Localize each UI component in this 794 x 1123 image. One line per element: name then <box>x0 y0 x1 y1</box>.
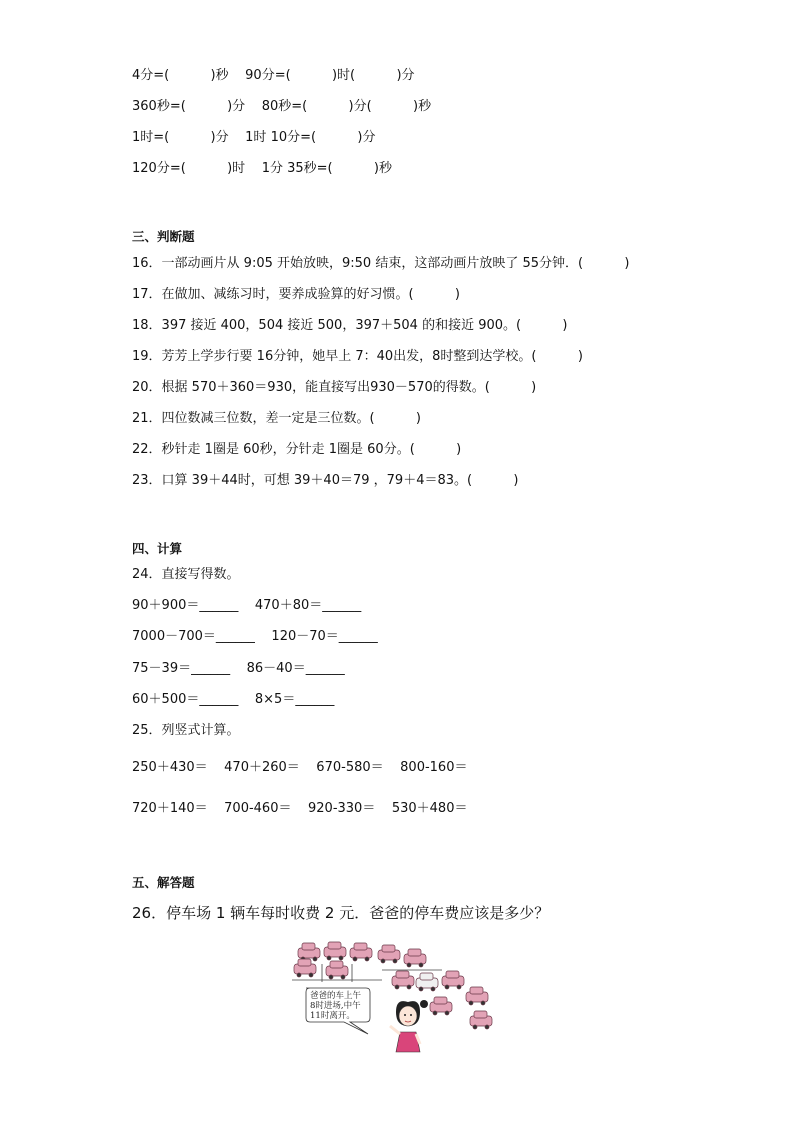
question-18: 18．397 接近 400，504 接近 500，397＋504 的和接近 900。( ) <box>132 318 568 333</box>
direct-calc-line-1: 90＋900＝______ 470＋80＝______ <box>132 598 362 613</box>
question-23: 23．口算 39＋44时，可想 39＋40＝79 ，79＋4＝83。( ) <box>132 473 519 488</box>
speech-bubble <box>306 988 370 1034</box>
car-icon <box>326 961 348 979</box>
question-24: 24．直接写得数。 <box>132 567 240 582</box>
question-26: 26．停车场 1 辆车每时收费 2 元．爸爸的停车费应该是多少？ <box>132 904 550 922</box>
girl-figure <box>390 1000 428 1052</box>
car-icon <box>378 945 400 963</box>
car-icon <box>404 949 426 967</box>
car-icon <box>324 942 346 960</box>
car-icon <box>430 997 452 1015</box>
car-icon <box>416 973 438 991</box>
vertical-calc-line-2: 720＋140＝ 700-460＝ 920-330＝ 530＋480＝ <box>132 801 468 816</box>
car-icon <box>298 943 320 961</box>
car-icon <box>470 1011 492 1029</box>
car-icon <box>466 987 488 1005</box>
direct-calc-line-2: 7000－700＝______ 120－70＝______ <box>132 629 378 644</box>
car-icon <box>392 971 414 989</box>
bubble-line-3: 11时离开。 <box>310 1011 355 1021</box>
vertical-calc-line-1: 250＋430＝ 470＋260＝ 670-580＝ 800-160＝ <box>132 760 468 775</box>
question-19: 19．芳芳上学步行要 16分钟，她早上 7：40出发，8时整到达学校。( ) <box>132 349 583 364</box>
car-icon <box>294 959 316 977</box>
conversion-line-3: 1时=( )分 1时 10分=( )分 <box>132 130 376 145</box>
parking-lot-illustration <box>292 940 496 1055</box>
question-22: 22．秒针走 1圈是 60秒，分针走 1圈是 60分。( ) <box>132 442 462 457</box>
section-heading-calculation: 四、计算 <box>132 541 183 556</box>
section-heading-word-problems: 五、解答题 <box>132 875 195 890</box>
section-heading-judgement: 三、判断题 <box>132 229 195 244</box>
question-17: 17．在做加、减练习时，要养成验算的好习惯。( ) <box>132 287 461 302</box>
question-21: 21．四位数减三位数，差一定是三位数。( ) <box>132 411 422 426</box>
conversion-line-1: 4分=( )秒 90分=( )时( )分 <box>132 68 415 83</box>
direct-calc-line-4: 60＋500＝______ 8×5＝______ <box>132 692 335 707</box>
car-icon <box>442 971 464 989</box>
car-icon <box>350 943 372 961</box>
direct-calc-line-3: 75－39＝______ 86－40＝______ <box>132 661 345 676</box>
bubble-line-2: 8时进场,中午 <box>310 1001 361 1011</box>
conversion-line-2: 360秒=( )分 80秒=( )分( )秒 <box>132 99 432 114</box>
bubble-line-1: 爸爸的车上午 <box>310 991 362 1001</box>
question-25: 25．列竖式计算。 <box>132 723 240 738</box>
conversion-line-4: 120分=( )时 1分 35秒=( )秒 <box>132 161 393 176</box>
question-16: 16．一部动画片从 9:05 开始放映，9:50 结束，这部动画片放映了 55分钟．( ) <box>132 256 630 271</box>
question-20: 20．根据 570＋360＝930，能直接写出930－570的得数。( ) <box>132 380 537 395</box>
